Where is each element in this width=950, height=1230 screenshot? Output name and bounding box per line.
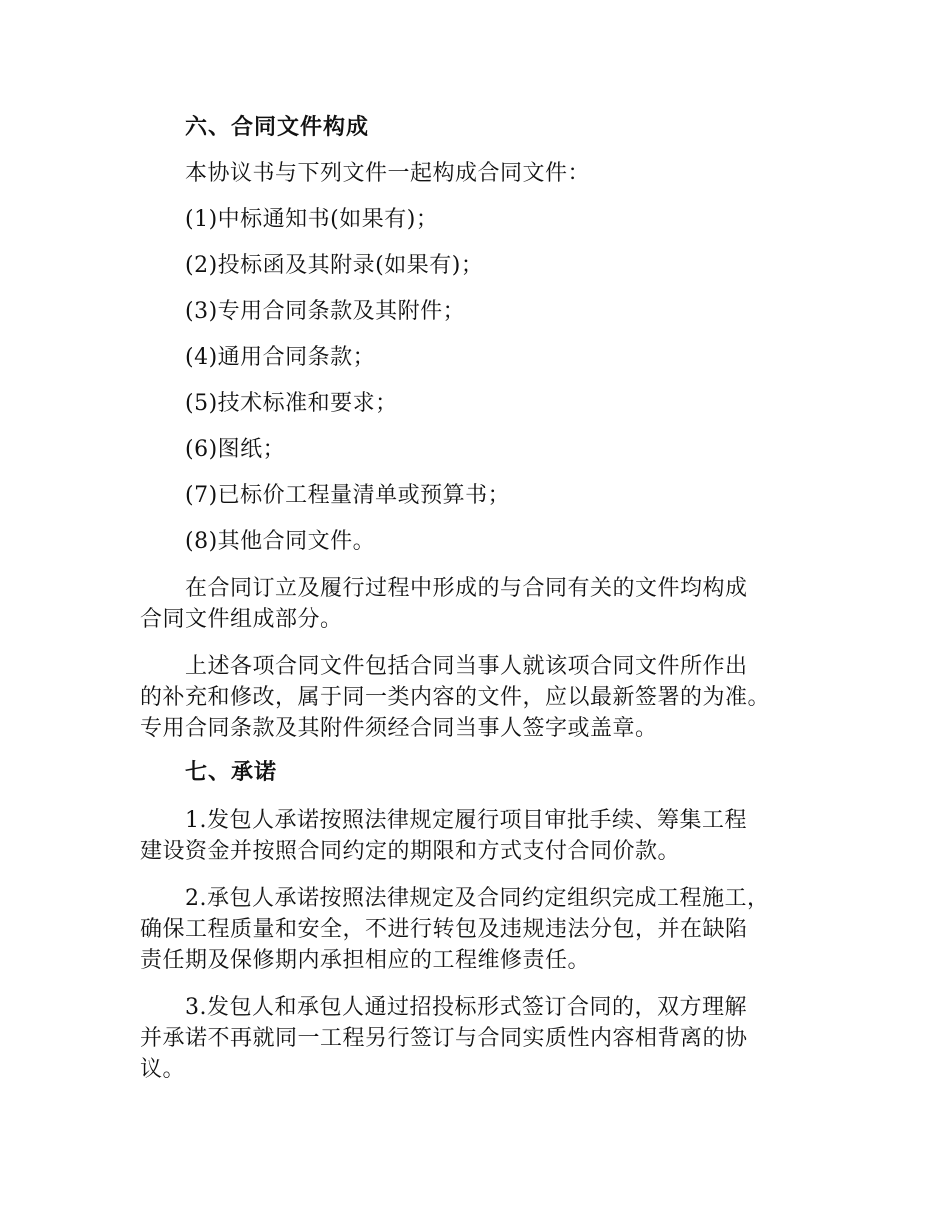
paragraph-line: 2.承包人承诺按照法律规定及合同约定组织完成工程施工， <box>185 886 770 911</box>
section-heading-6: 六、合同文件构成 <box>185 115 370 140</box>
list-item: (3)专用合同条款及其附件； <box>185 299 466 324</box>
section-6-intro: 本协议书与下列文件一起构成合同文件： <box>185 161 591 186</box>
paragraph-line: 并承诺不再就同一工程另行签订与合同实质性内容相背离的协 <box>140 1026 748 1051</box>
paragraph-line: 在合同订立及履行过程中形成的与合同有关的文件均构成 <box>185 576 748 601</box>
paragraph-line: 3.发包人和承包人通过招投标形式签订合同的，双方理解 <box>185 995 747 1020</box>
list-item: (6)图纸； <box>185 437 286 462</box>
list-item: (1)中标通知书(如果有)； <box>185 207 439 232</box>
section-heading-7: 七、承诺 <box>185 760 278 785</box>
paragraph-line: 1.发包人承诺按照法律规定履行项目审批手续、筹集工程 <box>185 808 747 833</box>
paragraph-line: 合同文件组成部分。 <box>140 607 343 632</box>
paragraph-line: 专用合同条款及其附件须经合同当事人签字或盖章。 <box>140 716 658 741</box>
paragraph-line: 确保工程质量和安全，不进行转包及违规违法分包，并在缺陷 <box>140 917 748 942</box>
paragraph-line: 责任期及保修期内承担相应的工程维修责任。 <box>140 948 591 973</box>
list-item: (5)技术标准和要求； <box>185 391 398 416</box>
paragraph-line: 议。 <box>140 1057 186 1082</box>
paragraph-line: 上述各项合同文件包括合同当事人就该项合同文件所作出 <box>185 654 748 679</box>
list-item: (8)其他合同文件。 <box>185 529 376 554</box>
list-item: (4)通用合同条款； <box>185 345 376 370</box>
list-item: (2)投标函及其附录(如果有)； <box>185 253 484 278</box>
list-item: (7)已标价工程量清单或预算书； <box>185 483 511 508</box>
paragraph-line: 的补充和修改，属于同一类内容的文件，应以最新签署的为准。 <box>140 685 771 710</box>
paragraph-line: 建设资金并按照合同约定的期限和方式支付合同价款。 <box>140 839 681 864</box>
